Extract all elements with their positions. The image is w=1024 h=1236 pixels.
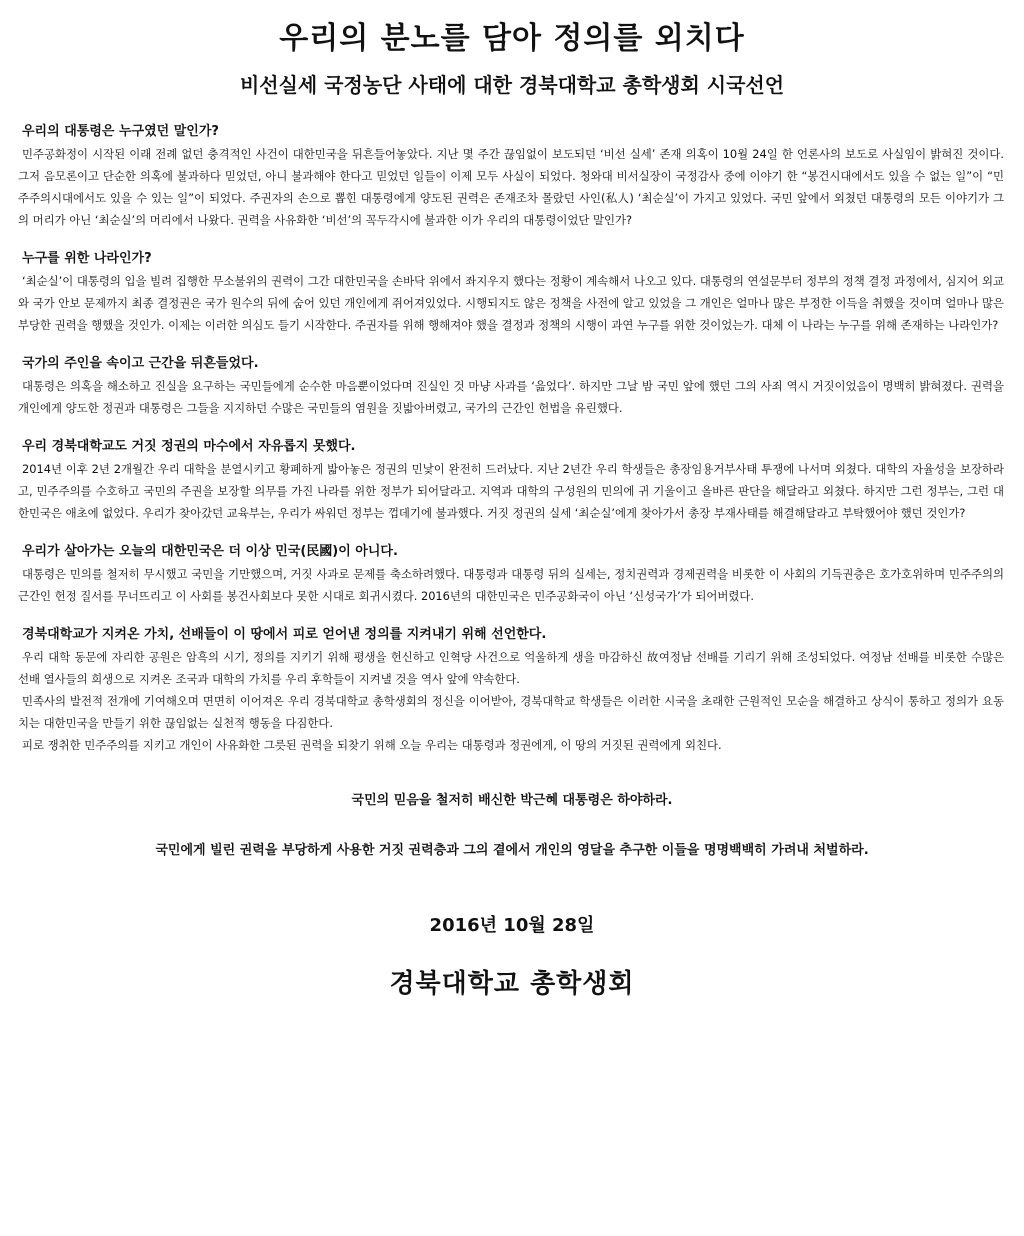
demand-resign: 국민의 믿음을 철저히 배신한 박근혜 대통령은 하야하라.	[351, 793, 673, 808]
demand-punish: 국민에게 빌린 권력을 부당하게 사용한 거짓 권력층과 그의 곁에서 개인의 영달을 추구한 이들을 명명백백히 가려내 처벌하라.	[155, 843, 869, 858]
section-paragraph: 대통령은 민의를 철저히 무시했고 국민을 기만했으며, 거짓 사과로 문제를 축소하려했다. 대통령과 대통령 뒤의 실세는, 정치권력과 경제권력을 비롯한 이 사회의 기득권층은 호가호위하며 민주주의의 근간인 헌정 질서를 무너뜨리고 이 사회를 봉건사회보다 못한 시대로 회귀시켰다. 2016년의 대한민국은 민주공화국이 아닌 ‘신성국가’가 되어버렸다.	[18, 567, 1004, 603]
section-heading: 경북대학교가 지켜온 가치, 선배들이 이 땅에서 피로 얻어낸 정의를 지켜내기 위해 선언한다.	[22, 627, 547, 642]
document-subtitle: 비선실세 국정농단 사태에 대한 경북대학교 총학생회 시국선언	[239, 73, 785, 97]
section-heading: 국가의 주인을 속이고 근간을 뒤흔들었다.	[22, 356, 259, 371]
section-heading: 우리가 살아가는 오늘의 대한민국은 더 이상 민국(民國)이 아니다.	[22, 544, 398, 559]
section-6	[18, 625, 1006, 756]
section-4	[18, 437, 1006, 524]
section-paragraph: ‘최순실’이 대통령의 입을 빌려 집행한 무소불위의 권력이 그간 대한민국을 손바닥 위에서 좌지우지 했다는 정황이 계속해서 나오고 있다. 대통령의 연설문부터 정부의 정책 결정 과정에서, 심지어 외교와 국가 안보 문제까지 최종 결정권은 국가 원수의 뒤에 숨어 있던 개인에게 쥐어져있었다. 시행되지도 않은 정책을 사전에 알고 있었을 그 개인은 얼마나 많은 부정한 이득을 취했을 것이며 얼마나 많은 부당한 권력을 행했을 것인가. 이제는 이러한 의심도 들기 시작한다. 주권자를 위해 행해져야 했을 결정과 정책의 시행이 과연 누구를 위한 것이었는가. 대체 이 나라는 누구를 위해 존재하는 나라인가?	[18, 274, 1004, 332]
section-heading: 우리 경북대학교도 거짓 정권의 마수에서 자유롭지 못했다.	[22, 439, 356, 454]
section-5	[18, 542, 1006, 607]
section-paragraph: 대통령은 의혹을 해소하고 진실을 요구하는 국민들에게 순수한 마음뿐이었다며 진실인 것 마냥 사과를 ‘읊었다’. 하지만 그날 밤 국민 앞에 했던 그의 사죄 역시 거짓이었음이 명백히 밝혀졌다. 권력을 개인에게 양도한 정권과 대통령은 그들을 지지하던 수많은 국민들의 염원을 짓밟아버렸고, 국가의 근간인 헌법을 유린했다.	[18, 379, 1004, 415]
document-title: 우리의 분노를 담아 정의를 외치다	[279, 21, 745, 56]
section-paragraph: 우리 대학 동문에 자리한 공원은 암흑의 시기, 정의를 지키기 위해 평생을 헌신하고 인혁당 사건으로 억울하게 생을 마감하신 故여정남 선배를 기리기 위해 조성되었다. 여정남 선배를 비롯한 수많은 선배 열사들의 희생으로 지켜온 조국과 대학의 가치를 우리 후학들이 지켜낼 것을 역사 앞에 약속한다.	[18, 650, 1004, 686]
statement-body	[18, 122, 1006, 756]
section-paragraph: 피로 쟁취한 민주주의를 지키고 개인이 사유화한 그릇된 권력을 되찾기 위해 오늘 우리는 대통령과 정권에게, 이 땅의 거짓된 권력에게 외친다.	[22, 738, 722, 752]
section-2	[18, 249, 1006, 336]
section-3	[18, 354, 1006, 419]
statement-date: 2016년 10월 28일	[429, 915, 595, 936]
section-1	[18, 122, 1006, 231]
signatory: 경북대학교 총학생회	[389, 969, 635, 999]
section-heading: 우리의 대통령은 누구였던 말인가?	[22, 124, 219, 139]
section-paragraph: 2014년 이후 2년 2개월간 우리 대학을 분열시키고 황폐하게 밟아놓은 정권의 민낯이 완전히 드러났다. 지난 2년간 우리 학생들은 총장임용거부사태 투쟁에 나서며 외쳤다. 대학의 자율성을 보장하라고, 민주주의를 수호하고 국민의 주권을 보장할 의무를 가진 나라를 위한 정부가 되어달라고. 지역과 대학의 구성원의 민의에 귀 기울이고 올바른 판단을 해달라고 외쳤다. 하지만 그런 정부는, 그런 대한민국은 애초에 없었다. 우리가 찾아갔던 교육부는, 우리가 싸워던 정부는 껍데기에 불과했다. 거짓 정권의 실세 ‘최순실’에게 찾아가서 총장 부재사태를 해결해달라고 부탁했어야 했던 것인가?	[18, 462, 1004, 520]
section-heading: 누구를 위한 나라인가?	[22, 251, 152, 266]
section-paragraph: 민주공화정이 시작된 이래 전례 없던 충격적인 사건이 대한민국을 뒤흔들어놓았다. 지난 몇 주간 끊임없이 보도되던 ‘비선 실세’ 존재 의혹이 10월 24일 한 언론사의 보도로 사실임이 밝혀진 것이다. 그저 음모론이고 단순한 의혹에 불과하다 믿었던, 아니 불과해야 한다고 믿었던 일들이 이제 모두 사실이 되었다. 청와대 비서실장이 국정감사 중에 이야기 한 “봉건시대에서도 있을 수 없는 일”이 “민주주의시대에서도 있을 수 있는 일”이 되었다. 주권자의 손으로 뽑힌 대통령에게 양도된 권력은 존재조차 몰랐던 사인(私人) ‘최순실’이 가지고 있었다. 국민 앞에서 외쳤던 대통령의 모든 이야기가 그의 머리가 아닌 ‘최순실’의 머리에서 나왔다. 권력을 사유화한 ‘비선’의 꼭두각시에 불과한 이가 우리의 대통령이었단 말인가?	[18, 147, 1004, 227]
section-paragraph: 민족사의 발전적 전개에 기여해오며 면면히 이어져온 우리 경북대학교 총학생회의 정신을 이어받아, 경북대학교 학생들은 이러한 시국을 초래한 근원적인 모순을 해결하고 상식이 통하고 정의가 요동치는 대한민국을 만들기 위한 끊임없는 실천적 행동을 다짐한다.	[18, 694, 1004, 730]
